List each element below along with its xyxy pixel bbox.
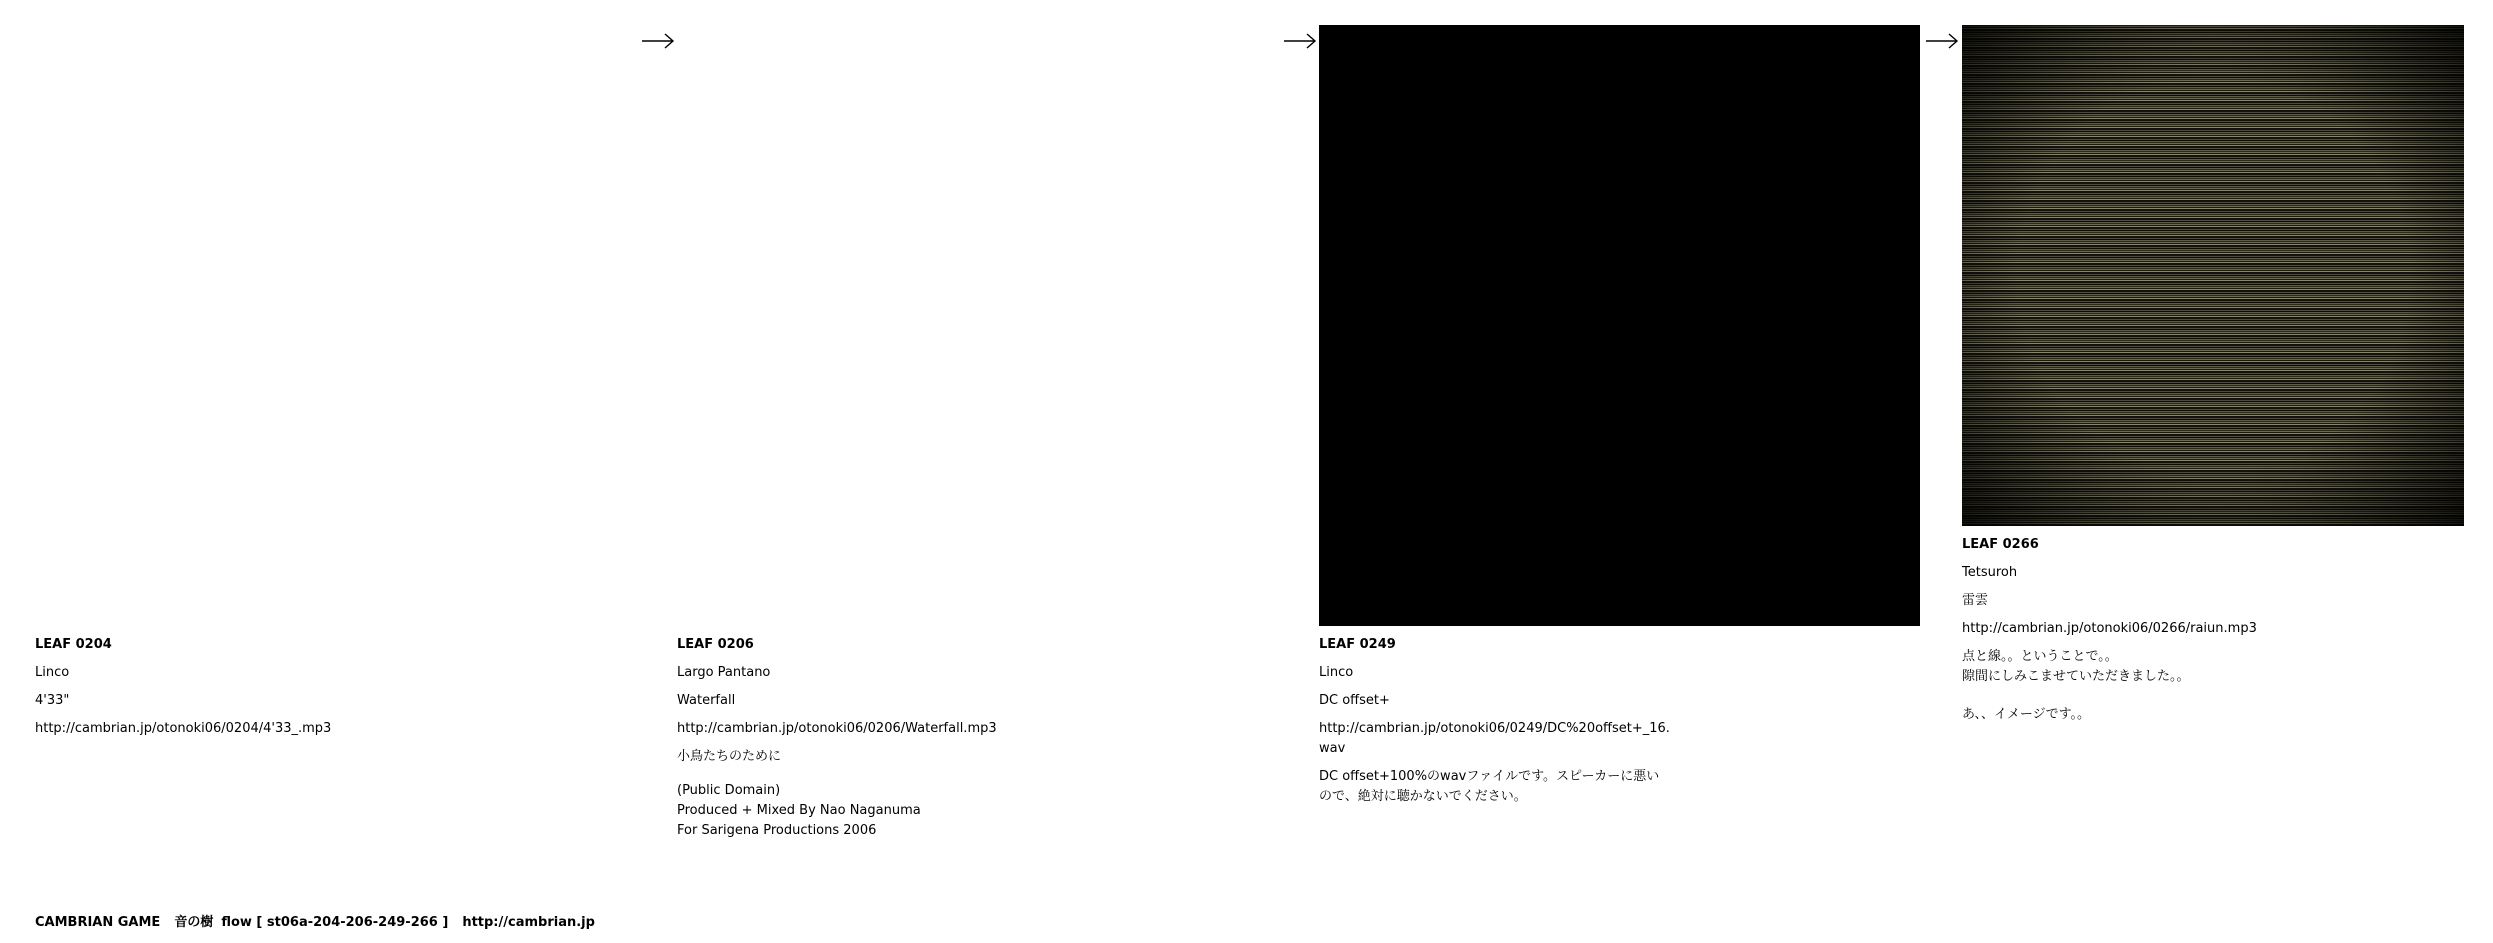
leaf-url-link[interactable]: http://cambrian.jp/otonoki06/0249/DC%20offset+_16. wav xyxy=(1319,721,1670,756)
right-arrow-icon xyxy=(1925,30,1959,52)
leaf-0249-image[interactable] xyxy=(1319,25,1920,626)
leaf-artist: Linco xyxy=(35,665,70,680)
footer-flow: flow [ st06a-204-206-249-266 ] xyxy=(221,915,449,930)
leaf-url-link[interactable]: http://cambrian.jp/otonoki06/0204/4'33_.mp3 xyxy=(35,721,332,736)
leaf-0266-image[interactable] xyxy=(1962,25,2464,526)
leaf-title: 4'33" xyxy=(35,693,70,708)
right-arrow-icon xyxy=(1283,30,1317,52)
footer xyxy=(35,911,609,930)
leaf-url-link[interactable]: http://cambrian.jp/otonoki06/0266/raiun.mp3 xyxy=(1962,621,2257,636)
leaf-id: LEAF 0204 xyxy=(35,637,112,652)
leaf-credits: (Public Domain) Produced + Mixed By Nao Naganuma For Sarigena Productions 2006 xyxy=(677,783,921,838)
leaf-title: DC offset+ xyxy=(1319,693,1390,708)
leaf-note: あ、、イメージです。。 xyxy=(1962,707,2091,722)
leaf-note: 小鳥たちのために xyxy=(677,749,782,764)
footer-title: 音の樹 xyxy=(174,915,214,930)
leaf-0249-info xyxy=(1319,635,1729,807)
leaf-0204-info xyxy=(35,635,615,739)
leaf-title: 雷雲 xyxy=(1962,593,1989,608)
leaf-0206-info xyxy=(677,635,1277,841)
leaf-artist: Largo Pantano xyxy=(677,665,771,680)
leaf-note: 点と線。。ということで。。 隙間にしみこませていただきました。。 xyxy=(1962,649,2190,684)
leaf-id: LEAF 0266 xyxy=(1962,537,2039,552)
leaf-artist: Tetsuroh xyxy=(1962,565,2018,580)
footer-game-name: CAMBRIAN GAME xyxy=(35,915,161,930)
leaf-id: LEAF 0206 xyxy=(677,637,754,652)
leaf-artist: Linco xyxy=(1319,665,1354,680)
leaf-title: Waterfall xyxy=(677,693,736,708)
leaf-url-link[interactable]: http://cambrian.jp/otonoki06/0206/Waterfall.mp3 xyxy=(677,721,997,736)
leaf-0266-info xyxy=(1962,535,2462,725)
footer-site-link[interactable]: http://cambrian.jp xyxy=(462,915,595,930)
leaf-note: DC offset+100%のwavファイルです。スピーカーに悪い ので、絶対に聴かないでください。 xyxy=(1319,769,1660,804)
right-arrow-icon xyxy=(641,30,675,52)
leaf-id: LEAF 0249 xyxy=(1319,637,1396,652)
